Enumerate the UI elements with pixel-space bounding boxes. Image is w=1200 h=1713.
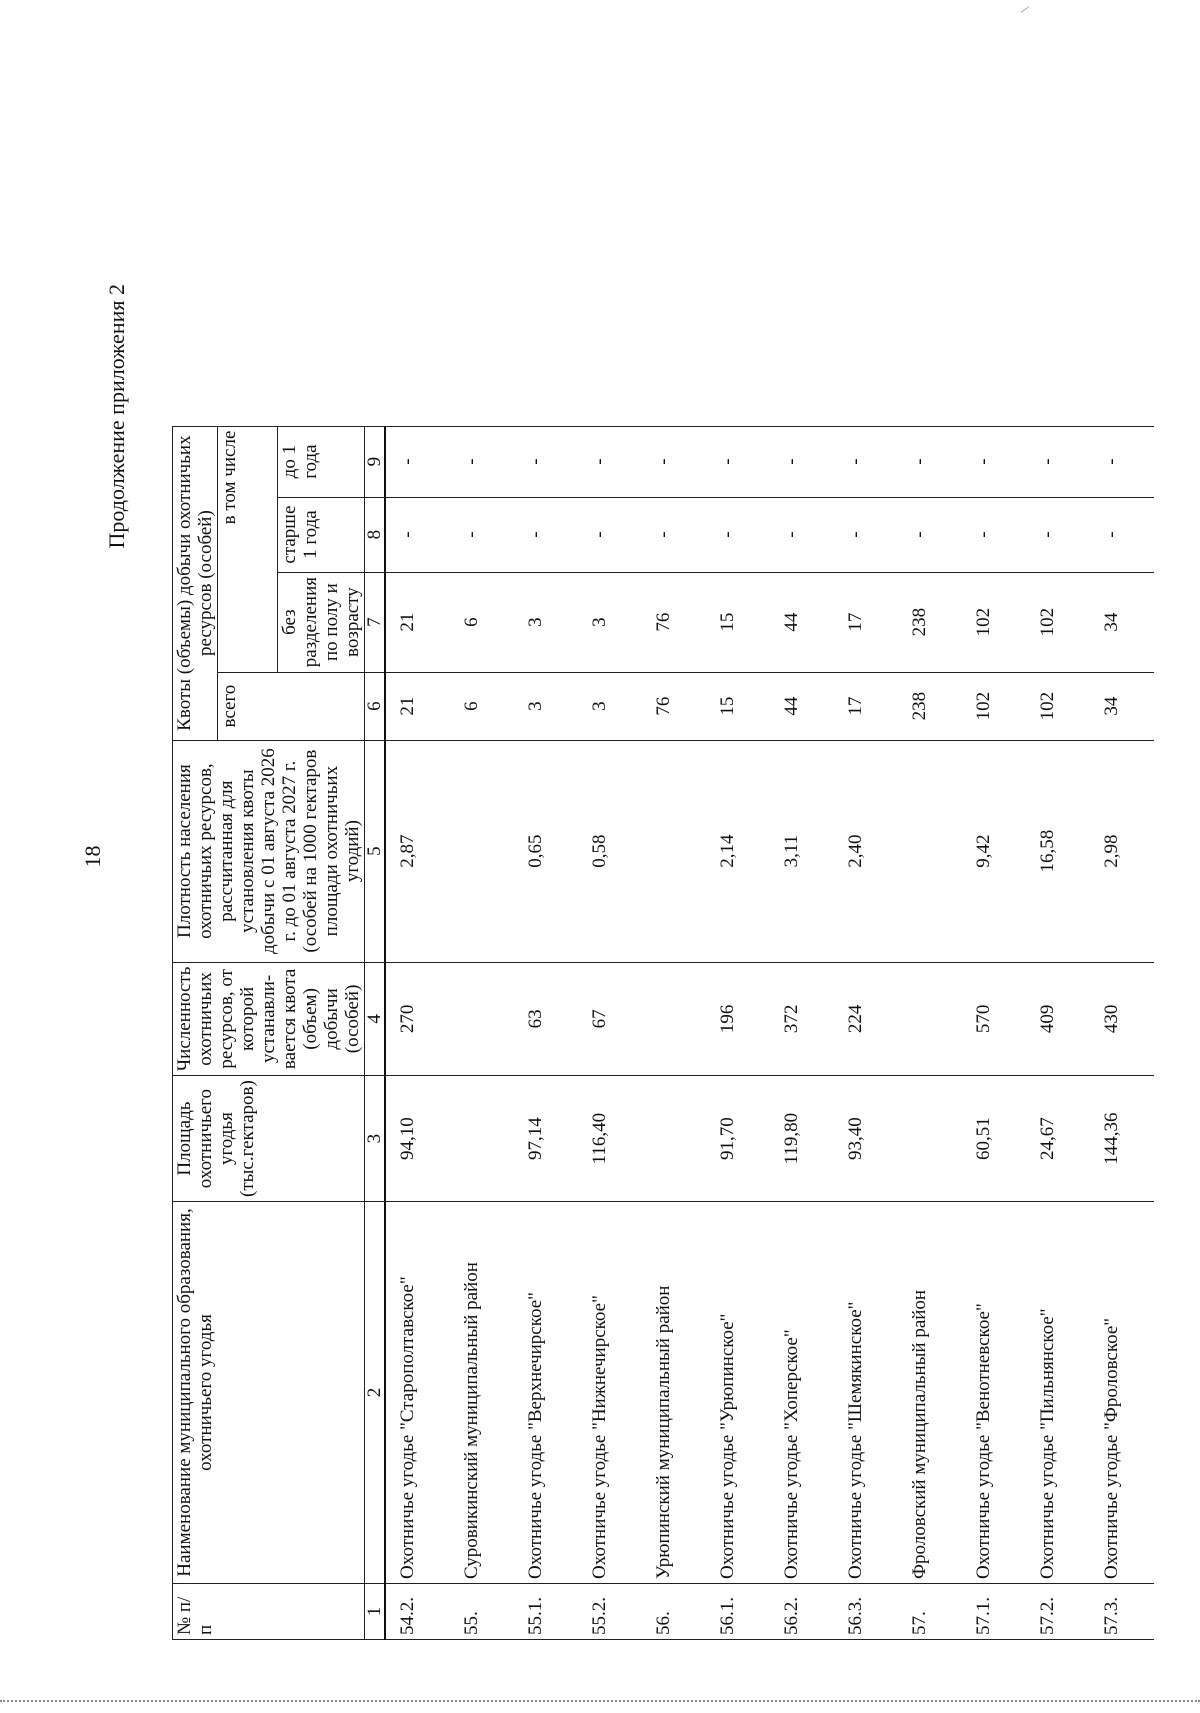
row-area [450,1076,514,1202]
header-quota-group: Квоты (объемы) добычи охотничьих ресурсов (особей) [173,426,218,740]
row-older-1-year: - [450,497,514,572]
row-total: 44 [770,672,834,740]
row-under-1-year: - [962,426,1026,497]
row-number: 55.1. [514,1584,578,1640]
row-name: Охотничье угодье "Нижнечирское" [578,1202,642,1584]
row-name: Охотничье угодье "Хоперское" [770,1202,834,1584]
row-no-sex-age: 76 [642,572,706,672]
row-count: 196 [706,962,770,1076]
row-count [898,962,962,1076]
row-density [642,740,706,962]
col-number-5: 5 [365,740,386,962]
row-under-1-year: - [770,426,834,497]
row-name: Охотничье угодье "Старополтавское" [385,1202,450,1584]
row-number: 57.3. [1090,1584,1154,1640]
table-row [898,426,962,1639]
col-number-1: 1 [365,1584,386,1640]
row-density: 16,58 [1026,740,1090,962]
row-under-1-year: - [450,426,514,497]
row-area: 91,70 [706,1076,770,1202]
row-count [642,962,706,1076]
table-row [578,426,642,1639]
row-count: 372 [770,962,834,1076]
row-number: 56.1. [706,1584,770,1640]
row-under-1-year: - [706,426,770,497]
table-row [450,426,514,1639]
row-name: Охотничье угодье "Пильнянское" [1026,1202,1090,1584]
row-older-1-year: - [898,497,962,572]
row-area: 116,40 [578,1076,642,1202]
col-number-4: 4 [365,962,386,1076]
row-no-sex-age: 15 [706,572,770,672]
row-area: 144,36 [1090,1076,1154,1202]
row-under-1-year: - [1090,426,1154,497]
row-older-1-year: - [1090,497,1154,572]
row-no-sex-age: 238 [898,572,962,672]
header-num: № п/п [173,1584,365,1640]
row-under-1-year: - [578,426,642,497]
row-no-sex-age: 102 [1026,572,1090,672]
row-under-1-year: - [385,426,450,497]
row-count [450,962,514,1076]
table-row [706,426,770,1639]
row-under-1-year: - [514,426,578,497]
row-density: 9,42 [962,740,1026,962]
row-no-sex-age: 3 [578,572,642,672]
col-number-7: 7 [365,572,386,672]
row-older-1-year: - [1026,497,1090,572]
row-total: 3 [514,672,578,740]
row-under-1-year: - [1026,426,1090,497]
row-number: 57. [898,1584,962,1640]
row-no-sex-age: 102 [962,572,1026,672]
row-no-sex-age: 21 [385,572,450,672]
table-row [1026,426,1090,1639]
row-older-1-year: - [642,497,706,572]
header-no-sex-age: без разделения по полу и возрасту [278,572,365,672]
row-number: 55. [450,1584,514,1640]
row-under-1-year: - [898,426,962,497]
row-number: 54.2. [385,1584,450,1640]
row-number: 56.3. [834,1584,898,1640]
row-total: 102 [1026,672,1090,740]
row-no-sex-age: 17 [834,572,898,672]
row-density [898,740,962,962]
header-of-which: в том числе [218,426,278,672]
col-number-9: 9 [365,426,386,497]
row-area: 93,40 [834,1076,898,1202]
col-number-3: 3 [365,1076,386,1202]
table-body [385,426,1154,1639]
header-name: Наименование муниципального образования, охотничьего угодья [173,1202,365,1584]
row-total: 15 [706,672,770,740]
row-count: 224 [834,962,898,1076]
table-row [514,426,578,1639]
row-area: 94,10 [385,1076,450,1202]
row-number: 56. [642,1584,706,1640]
row-total: 102 [962,672,1026,740]
row-total: 21 [385,672,450,740]
row-density [450,740,514,962]
row-name: Охотничье угодье "Венотневское" [962,1202,1026,1584]
scan-edge-noise [0,1700,1200,1702]
table-row [962,426,1026,1639]
row-no-sex-age: 3 [514,572,578,672]
row-number: 57.2. [1026,1584,1090,1640]
row-under-1-year: - [834,426,898,497]
row-count: 409 [1026,962,1090,1076]
row-older-1-year: - [578,497,642,572]
row-area: 119,80 [770,1076,834,1202]
row-density: 2,40 [834,740,898,962]
row-total: 238 [898,672,962,740]
col-number-2: 2 [365,1202,386,1584]
row-name: Охотничье угодье "Верхнечирское" [514,1202,578,1584]
quota-table [172,426,1154,1640]
row-area: 60,51 [962,1076,1026,1202]
row-count: 63 [514,962,578,1076]
header-area: Площадь охотничьего угодья (тыс.гектаров) [173,1076,365,1202]
header-under-1-year: до 1 года [278,426,365,497]
page-number: 18 [80,845,105,868]
row-total: 76 [642,672,706,740]
row-total: 3 [578,672,642,740]
row-name: Фроловский муниципальный район [898,1202,962,1584]
continuation-label: Продолжение приложения 2 [104,284,129,549]
row-area: 24,67 [1026,1076,1090,1202]
row-count: 67 [578,962,642,1076]
row-older-1-year: - [385,497,450,572]
row-density: 2,98 [1090,740,1154,962]
table-row [834,426,898,1639]
row-no-sex-age: 6 [450,572,514,672]
row-older-1-year: - [834,497,898,572]
header-older-1-year: старше 1 года [278,497,365,572]
table-row [1090,426,1154,1639]
header-density: Плотность населения охотничьих ресурсов, рассчитанная для установления квоты добычи с 01 августа 2026 г. до 01 августа 2027 г. (особей на 1000 гектаров площади охотничьих угодий) [173,740,365,962]
row-no-sex-age: 34 [1090,572,1154,672]
row-under-1-year: - [642,426,706,497]
col-number-8: 8 [365,497,386,572]
row-name: Охотничье угодье "Фроловское" [1090,1202,1154,1584]
row-total: 34 [1090,672,1154,740]
table-row [385,426,450,1639]
row-density: 2,14 [706,740,770,962]
row-name: Суровикинский муниципальный район [450,1202,514,1584]
row-density: 2,87 [385,740,450,962]
row-area [642,1076,706,1202]
row-count: 430 [1090,962,1154,1076]
row-density: 0,58 [578,740,642,962]
row-area: 97,14 [514,1076,578,1202]
header-total: всего [218,672,365,740]
row-number: 57.1. [962,1584,1026,1640]
row-older-1-year: - [514,497,578,572]
row-number: 56.2. [770,1584,834,1640]
row-older-1-year: - [962,497,1026,572]
table-row [770,426,834,1639]
row-number: 55.2. [578,1584,642,1640]
row-density: 0,65 [514,740,578,962]
header-count: Численность охотничьих ресурсов, от которой устанавли-вается квота (объем) добычи (особей) [173,962,365,1076]
table-row [642,426,706,1639]
row-name: Охотничье угодье "Шемякинское" [834,1202,898,1584]
row-count: 270 [385,962,450,1076]
row-older-1-year: - [770,497,834,572]
row-area [898,1076,962,1202]
row-total: 17 [834,672,898,740]
row-name: Охотничье угодье "Урюпинское" [706,1202,770,1584]
row-no-sex-age: 44 [770,572,834,672]
row-total: 6 [450,672,514,740]
row-density: 3,11 [770,740,834,962]
row-older-1-year: - [706,497,770,572]
row-count: 570 [962,962,1026,1076]
row-name: Урюпинский муниципальный район [642,1202,706,1584]
col-number-6: 6 [365,672,386,740]
